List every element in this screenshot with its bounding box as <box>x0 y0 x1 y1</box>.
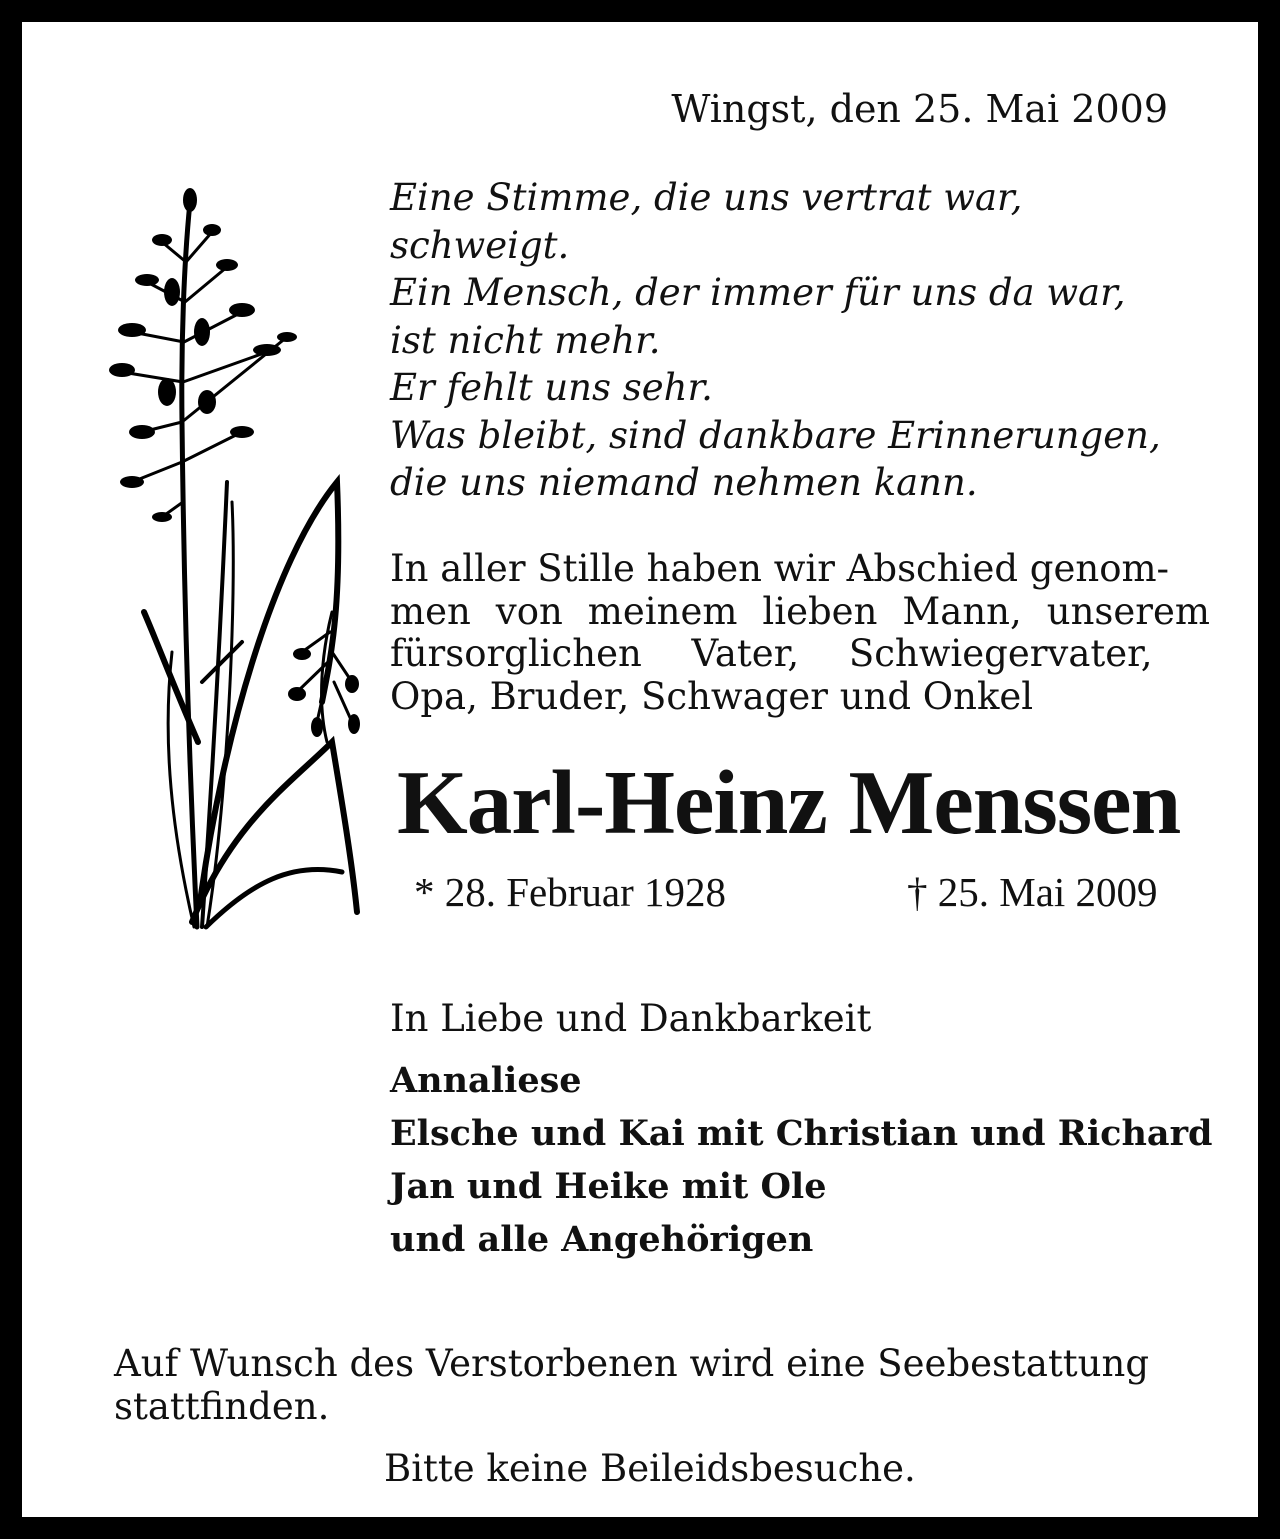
farewell-line: Opa, Bruder, Schwager und Onkel <box>390 674 1034 718</box>
death-date: † 25. Mai 2009 <box>907 869 1158 915</box>
family-member: und alle Angehörigen <box>390 1219 814 1260</box>
place-date: Wingst, den 25. Mai 2009 <box>671 87 1168 131</box>
poem-line: Eine Stimme, die uns vertrat war, <box>390 176 1023 219</box>
family-list <box>390 1054 1213 1266</box>
poem-line: die uns niemand nehmen kann. <box>390 461 978 504</box>
poem-line: Er fehlt uns sehr. <box>390 366 713 409</box>
farewell-line: fürsorglichen Vater, Schwiegervater, <box>390 632 1153 675</box>
grass-illustration <box>102 182 372 942</box>
farewell-line: men von meinem lieben Mann, unserem <box>390 589 1210 633</box>
poem-line: ist nicht mehr. <box>390 318 661 362</box>
burial-line: stattfinden. <box>114 1385 330 1428</box>
burial-line: Auf Wunsch des Verstorbenen wird eine Seebestattung <box>114 1342 1150 1385</box>
farewell-text <box>390 548 1210 718</box>
burial-notice <box>114 1342 1212 1428</box>
family-member: Elsche und Kai mit Christian und Richard <box>390 1113 1213 1154</box>
poem-line: Was bleibt, sind dankbare Erinnerungen, <box>390 413 1161 457</box>
family-member: Jan und Heike mit Ole <box>390 1166 827 1207</box>
family-member: Annaliese <box>390 1060 582 1101</box>
poem-line: schweigt. <box>390 223 570 267</box>
closing-phrase: In Liebe und Dankbarkeit <box>390 997 872 1040</box>
deceased-name: Karl-Heinz Menssen <box>397 752 1181 853</box>
condolence-note: Bitte keine Beileidsbesuche. <box>384 1447 916 1490</box>
farewell-line: In aller Stille haben wir Abschied genom- <box>390 547 1170 590</box>
poem-line: Ein Mensch, der immer für uns da war, <box>390 271 1126 314</box>
poem <box>390 174 1230 507</box>
birth-date: * 28. Februar 1928 <box>414 869 727 915</box>
